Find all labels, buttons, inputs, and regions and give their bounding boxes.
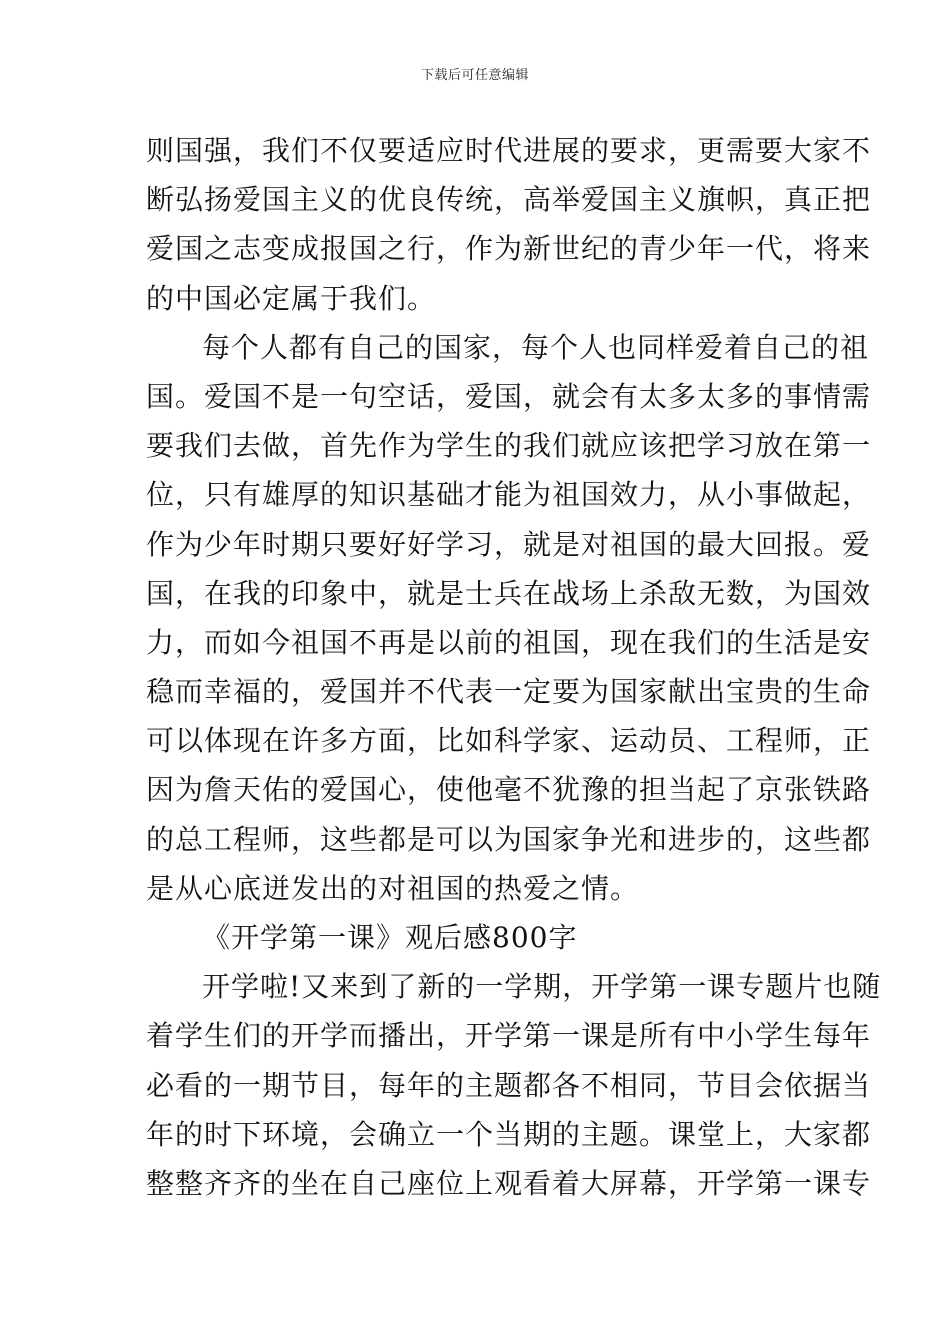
text-line: 作为少年时期只要好好学习，就是对祖国的最大回报。爱 xyxy=(146,527,872,561)
document-body xyxy=(146,126,882,1208)
text-line: 力，而如今祖国不再是以前的祖国，现在我们的生活是安 xyxy=(146,625,872,659)
text-line: 则国强，我们不仅要适应时代进展的要求，更需要大家不 xyxy=(146,134,872,167)
paragraph-start-line: 每个人都有自己的国家，每个人也同样爱着自己的祖 xyxy=(202,330,870,364)
text-line: 因为詹天佑的爱国心，使他毫不犹豫的担当起了京张铁路 xyxy=(146,773,872,807)
text-line: 必看的一期节目，每年的主题都各不相同，节目会依据当 xyxy=(146,1068,872,1102)
text-line: 年的时下环境，会确立一个当期的主题。课堂上，大家都 xyxy=(146,1117,872,1151)
text-line: 国，在我的印象中，就是士兵在战场上杀敌无数，为国效 xyxy=(146,576,872,610)
paragraph-start-line: 开学啦!又来到了新的一学期，开学第一课专题片也随 xyxy=(202,970,882,1004)
section-title: 《开学第一课》观后感800字 xyxy=(202,921,578,954)
text-line: 爱国之志变成报国之行，作为新世纪的青少年一代，将来 xyxy=(146,232,872,266)
text-line: 着学生们的开学而播出，开学第一课是所有中小学生每年 xyxy=(146,1019,872,1053)
text-line: 位，只有雄厚的知识基础才能为祖国效力，从小事做起， xyxy=(146,478,872,512)
text-line: 可以体现在许多方面，比如科学家、运动员、工程师，正 xyxy=(146,724,872,758)
text-line: 的中国必定属于我们。 xyxy=(146,281,437,315)
text-line: 断弘扬爱国主义的优良传统，高举爱国主义旗帜，真正把 xyxy=(146,183,872,217)
text-line: 是从心底迸发出的对祖国的热爱之情。 xyxy=(146,871,640,905)
text-line: 的总工程师，这些都是可以为国家争光和进步的，这些都 xyxy=(146,822,872,856)
text-line: 整整齐齐的坐在自己座位上观看着大屏幕，开学第一课专 xyxy=(146,1166,872,1200)
text-line: 要我们去做，首先作为学生的我们就应该把学习放在第一 xyxy=(146,429,872,463)
page-header: 下载后可任意编辑 xyxy=(420,68,529,83)
text-line: 稳而幸福的，爱国并不代表一定要为国家献出宝贵的生命 xyxy=(146,675,872,709)
text-line: 国。爱国不是一句空话，爱国，就会有太多太多的事情需 xyxy=(146,379,872,413)
